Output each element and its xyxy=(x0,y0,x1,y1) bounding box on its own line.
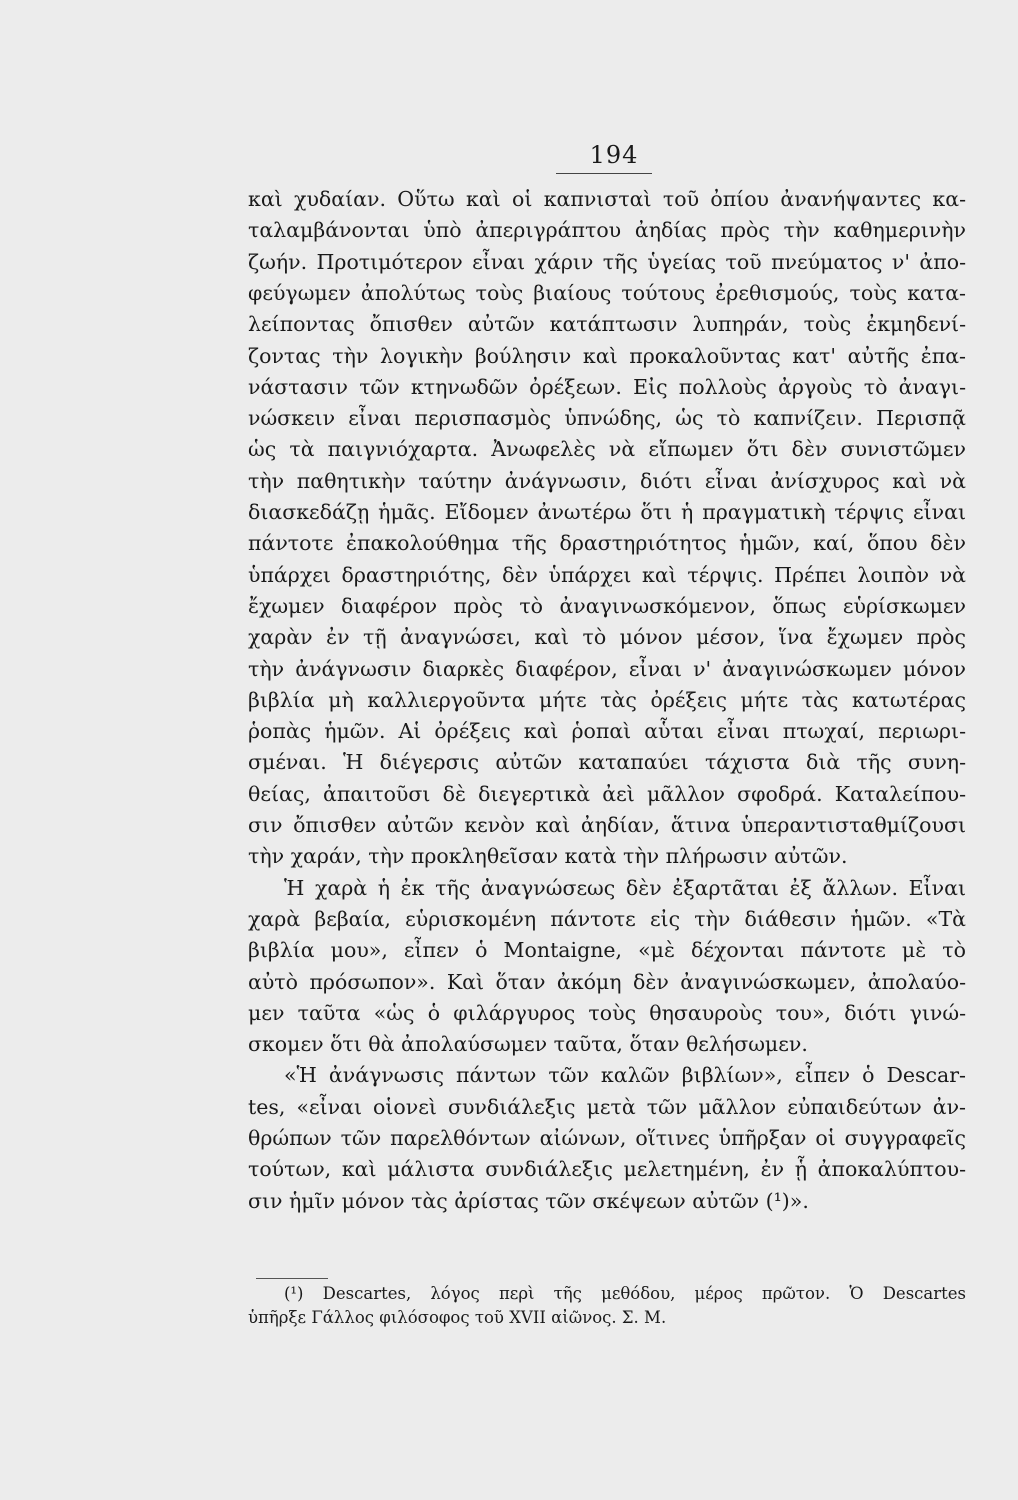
text-line: σμέναι. Ἡ διέγερσις αὐτῶν καταπαύει τάχιστα διὰ τῆς συνη- xyxy=(248,750,966,775)
text-line: αὐτὸ πρόσωπον». Καὶ ὅταν ἀκόμη δὲν ἀναγινώσκωμεν, ἀπολαύο- xyxy=(248,969,966,994)
text-line: «Ἡ ἀνάγνωσις πάντων τῶν καλῶν βιβλίων», εἶπεν ὁ Descar- xyxy=(284,1063,966,1088)
text-line: νώσκειν εἶναι περισπασμὸς ὑπνώδης, ὡς τὸ καπνίζειν. Περισπᾷ xyxy=(248,406,966,431)
text-line: ὑπάρχει δραστηριότης, δὲν ὑπάρχει καὶ τέρψις. Πρέπει λοιπὸν νὰ xyxy=(248,562,966,587)
text-line: θείας, ἀπαιτοῦσι δὲ διεγερτικὰ ἀεὶ μᾶλλον σφοδρά. Καταλείπου- xyxy=(248,781,966,806)
footnote-line: (¹) Descartes, λόγος περὶ τῆς μεθόδου, μέρος πρῶτον. Ὁ Descartes xyxy=(284,1284,966,1303)
text-line: ὡς τὰ παιγνιόχαρτα. Ἀνωφελὲς νὰ εἴπωμεν ὅτι δὲν συνιστῶμεν xyxy=(248,437,966,462)
text-line: τὴν χαράν, τὴν προκληθεῖσαν κατὰ τὴν πλήρωσιν αὐτῶν. xyxy=(248,844,848,869)
text-line: τούτων, καὶ μάλιστα συνδιάλεξις μελετημένη, ἐν ᾗ ἀποκαλύπτου- xyxy=(248,1157,966,1182)
text-line: θρώπων τῶν παρελθόντων αἰώνων, οἵτινες ὑπῆρξαν οἱ συγγραφεῖς xyxy=(248,1126,966,1150)
text-line: λείποντας ὄπισθεν αὐτῶν κατάπτωσιν λυπηράν, τοὺς ἐκμηδενί- xyxy=(248,312,966,337)
text-line: μεν ταῦτα «ὡς ὁ φιλάργυρος τοὺς θησαυροὺς του», διότι γινώ- xyxy=(248,1000,966,1025)
header-rule xyxy=(556,173,652,174)
text-line: χαρὰν ἐν τῇ ἀναγνώσει, καὶ τὸ μόνον μέσον, ἵνα ἔχωμεν πρὸς xyxy=(248,625,966,650)
text-line: tes, «εἶναι οἱονεὶ συνδιάλεξις μετὰ τῶν μᾶλλον εὐπαιδεύτων ἀν- xyxy=(248,1094,966,1119)
text-line: νάστασιν τῶν κτηνωδῶν ὀρέξεων. Εἰς πολλοὺς ἀργοὺς τὸ ἀναγι- xyxy=(248,374,966,399)
text-line: τὴν παθητικὴν ταύτην ἀνάγνωσιν, διότι εἶναι ἀνίσχυρος καὶ νὰ xyxy=(248,468,966,493)
footnote-line: ὑπῆρξε Γάλλος φιλόσοφος τοῦ XVII αἰῶνος. Σ. Μ. xyxy=(248,1308,667,1327)
text-line: ζωήν. Προτιμότερον εἶναι χάριν τῆς ὑγείας τοῦ πνεύματος ν' ἀπο- xyxy=(248,249,966,274)
text-line: σκομεν ὅτι θὰ ἀπολαύσωμεν ταῦτα, ὅταν θελήσωμεν. xyxy=(248,1032,808,1057)
text-line: πάντοτε ἐπακολούθημα τῆς δραστηριότητος ἡμῶν, καί, ὅπου δὲν xyxy=(248,531,966,556)
text-line: βιβλία μου», εἶπεν ὁ Montaigne, «μὲ δέχονται πάντοτε μὲ τὸ xyxy=(248,938,966,963)
text-line: φεύγωμεν ἀπολύτως τοὺς βιαίους τούτους ἐρεθισμούς, τοὺς κατα- xyxy=(248,280,966,305)
text-line: διασκεδάζῃ ἡμᾶς. Εἴδομεν ἀνωτέρω ὅτι ἡ πραγματικὴ τέρψις εἶναι xyxy=(248,500,966,524)
text-line: ταλαμβάνονται ὑπὸ ἀπεριγράπτου ἀηδίας πρὸς τὴν καθημερινὴν xyxy=(248,218,966,243)
text-line: ζοντας τὴν λογικὴν βούλησιν καὶ προκαλοῦντας κατ' αὐτῆς ἐπα- xyxy=(248,343,966,368)
text-line: χαρὰ βεβαία, εὑρισκομένη πάντοτε εἰς τὴν διάθεσιν ἡμῶν. «Τὰ xyxy=(248,906,966,931)
text-line: καὶ χυδαίαν. Οὕτω καὶ οἱ καπνισταὶ τοῦ ὀπίου ἀνανήψαντες κα- xyxy=(248,187,966,211)
text-line: σιν ὄπισθεν αὐτῶν κενὸν καὶ ἀηδίαν, ἅτινα ὑπεραντισταθμίζουσι xyxy=(248,813,966,837)
text-line: ῥοπὰς ἡμῶν. Αἱ ὀρέξεις καὶ ῥοπαὶ αὗται εἶναι πτωχαί, περιωρι- xyxy=(248,719,966,744)
footnote-rule xyxy=(256,1278,328,1279)
text-line: Ἡ χαρὰ ἡ ἐκ τῆς ἀναγνώσεως δὲν ἐξαρτᾶται ἐξ ἄλλων. Εἶναι xyxy=(284,875,966,900)
text-line: βιβλία μὴ καλλιεργοῦντα μήτε τὰς ὀρέξεις μήτε τὰς κατωτέρας xyxy=(248,687,966,712)
page-number: 194 xyxy=(589,141,639,169)
text-line: τὴν ἀνάγνωσιν διαρκὲς διαφέρον, εἶναι ν' ἀναγινώσκωμεν μόνον xyxy=(248,656,966,681)
text-line: ἔχωμεν διαφέρον πρὸς τὸ ἀναγινωσκόμενον, ὅπως εὑρίσκωμεν xyxy=(248,593,966,618)
text-line: σιν ἡμῖν μόνον τὰς ἀρίστας τῶν σκέψεων αὐτῶν (¹)». xyxy=(248,1188,809,1213)
